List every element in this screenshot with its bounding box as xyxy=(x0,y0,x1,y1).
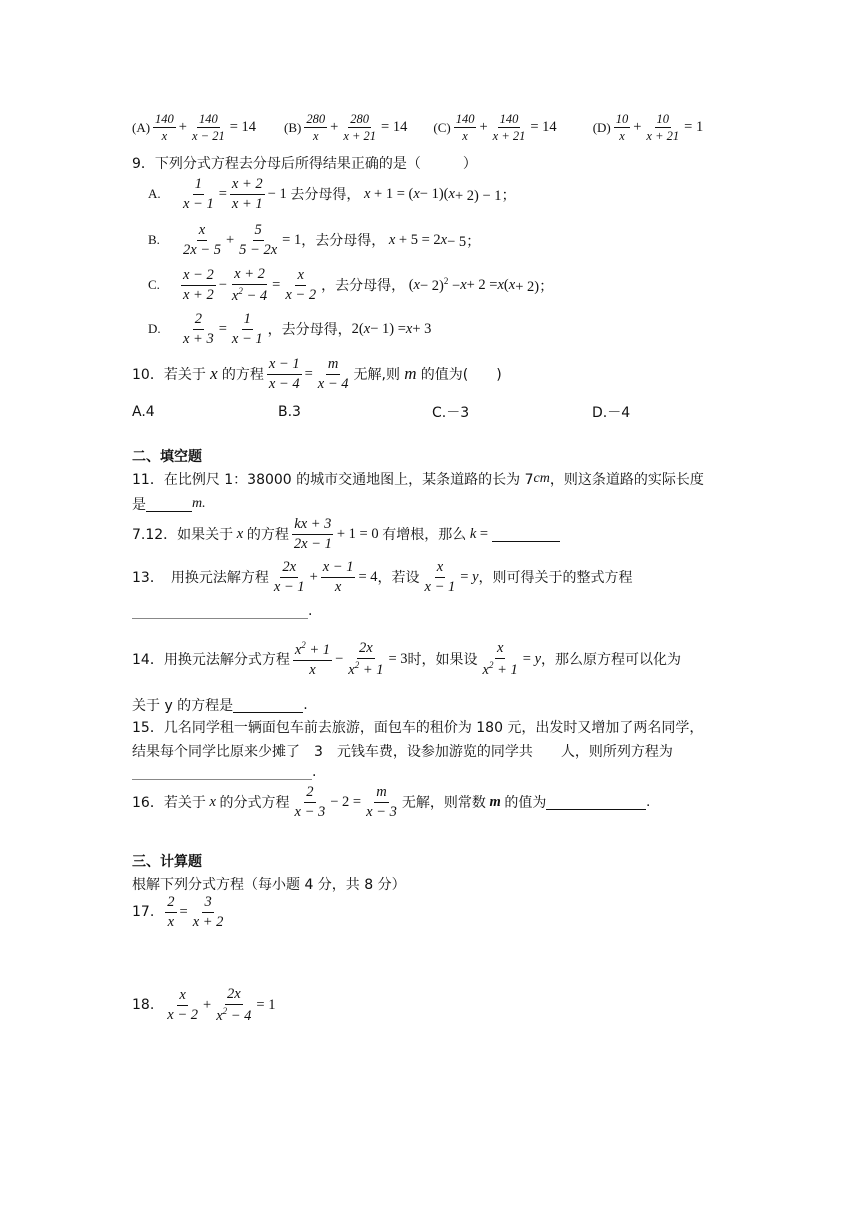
q10-stem: 10．若关于 x 的方程 $\frac{x - 1}{x - 4}$ = $\frac{m}{x - 4}$ 无解,则 m 的值为( ) xyxy=(132,356,502,392)
q14-line2: 关于 y 的方程是 . xyxy=(132,697,308,714)
q15-line1: 15．几名同学租一辆面包车前去旅游，面包车的租价为 180 元，出发时又增加了两名同学， xyxy=(132,720,704,736)
q10-option-c: C.－3 xyxy=(432,405,470,421)
q13-stem: 13． 用换元法解方程 $\frac{2x}{x - 1}$ + $\frac{x - 1}{x}$ = 4 ，若设 $\frac{x}{x - 1}$ = y ，则可得关于的整式方程 xyxy=(132,559,633,595)
q18: 18. $\frac{x}{x - 2}$ + $\frac{2x}{x^2 - 4}$ = 1 xyxy=(132,986,276,1024)
q9-option-d: D. $\frac{2}{x + 3}$ = $\frac{1}{x - 1}$ ，去分母得， 2( x − 1) = x + 3 xyxy=(148,311,432,347)
q8-option-c-label: (C) xyxy=(433,119,451,135)
q17: 17. $\frac{2}{x}$ = $\frac{3}{x + 2}$ xyxy=(132,894,224,930)
q13-answer-line: . xyxy=(132,603,312,619)
q15-answer-blank[interactable] xyxy=(132,765,312,780)
q15-answer-line: . xyxy=(132,764,316,780)
q8-option-b-label: (B) xyxy=(284,119,302,135)
q11-answer-blank[interactable] xyxy=(146,497,192,512)
q9-option-c: C. $\frac{x - 2}{x + 2}$ − $\frac{x + 2}{x^2 - 4}$ = $\frac{x}{x - 2}$ ，去分母得， ( x − 2)$^2$ − x + 2 = x ( x + 2)； xyxy=(148,266,554,304)
q8-option-a-label: (A) xyxy=(132,119,151,135)
q14-stem: 14．用换元法解分式方程 $\frac{x^2 + 1}{x}$ − $\frac{2x}{x^2 + 1}$ = 3 时，如果设 $\frac{x}{x^2 + 1}$ = y ，那么原方程可以化为 xyxy=(132,640,682,678)
q16-stem: 16．若关于 x 的分式方程 $\frac{2}{x - 3}$ − 2 = $\frac{m}{x - 3}$ 无解，则常数 m 的值为 . xyxy=(132,784,650,820)
section-fill-in-heading: 二、填空题 xyxy=(132,449,202,465)
q8-options: (A) $\frac{140}{x}$ + $\frac{140}{x - 21}$ = 14 (B) $\frac{280}{x}$ + $\frac{280}{x + 21}$ = 14 (C) $\frac{140}{x}$ + $\frac{140}{x + 21}$ = 14 (D) $\frac{10}{x}$ + $\frac{10}{x + 21}$ = 1 xyxy=(132,112,704,144)
q14-answer-blank[interactable] xyxy=(233,698,303,713)
q13-answer-blank[interactable] xyxy=(132,604,308,619)
q9-option-a: A. $\frac{1}{x - 1}$ = $\frac{x + 2}{x + 1}$ − 1 去分母得， x + 1 = ( x − 1)( x + 2) − 1； xyxy=(148,176,516,212)
q10-options xyxy=(132,402,630,422)
q12-stem: 7.12．如果关于 x 的方程 $\frac{kx + 3}{2x - 1}$ + 1 = 0 有增根，那么 k = xyxy=(132,516,560,552)
q11-line2: 是 m. xyxy=(132,496,206,513)
section-calculation-heading: 三、计算题 xyxy=(132,854,202,870)
calc-instruction: 根解下列分式方程（每小题 4 分，共 8 分） xyxy=(132,877,406,893)
q15-line2: 结果每个同学比原来少摊了 3 元钱车费，设参加游览的同学共 人，则所列方程为 xyxy=(132,744,673,760)
q8-option-d-label: (D) xyxy=(592,119,611,135)
q9-stem: 9．下列分式方程去分母后所得结果正确的是（ ） xyxy=(132,156,477,172)
q11-line1: 11．在比例尺 1：38000 的城市交通地图上，某条道路的长为 7 cm ，则这条道路的实际长度 xyxy=(132,471,704,488)
q9-option-b: B. $\frac{x}{2x - 5}$ + $\frac{5}{5 - 2x}$ = 1 ，去分母得， x + 5 = 2 x − 5； xyxy=(148,222,481,258)
q16-answer-blank[interactable] xyxy=(546,795,646,810)
q10-option-b: B.3 xyxy=(278,404,301,420)
q10-option-a: A.4 xyxy=(132,404,155,420)
q12-answer-blank[interactable] xyxy=(492,527,560,542)
q10-option-d: D.－4 xyxy=(592,405,631,421)
